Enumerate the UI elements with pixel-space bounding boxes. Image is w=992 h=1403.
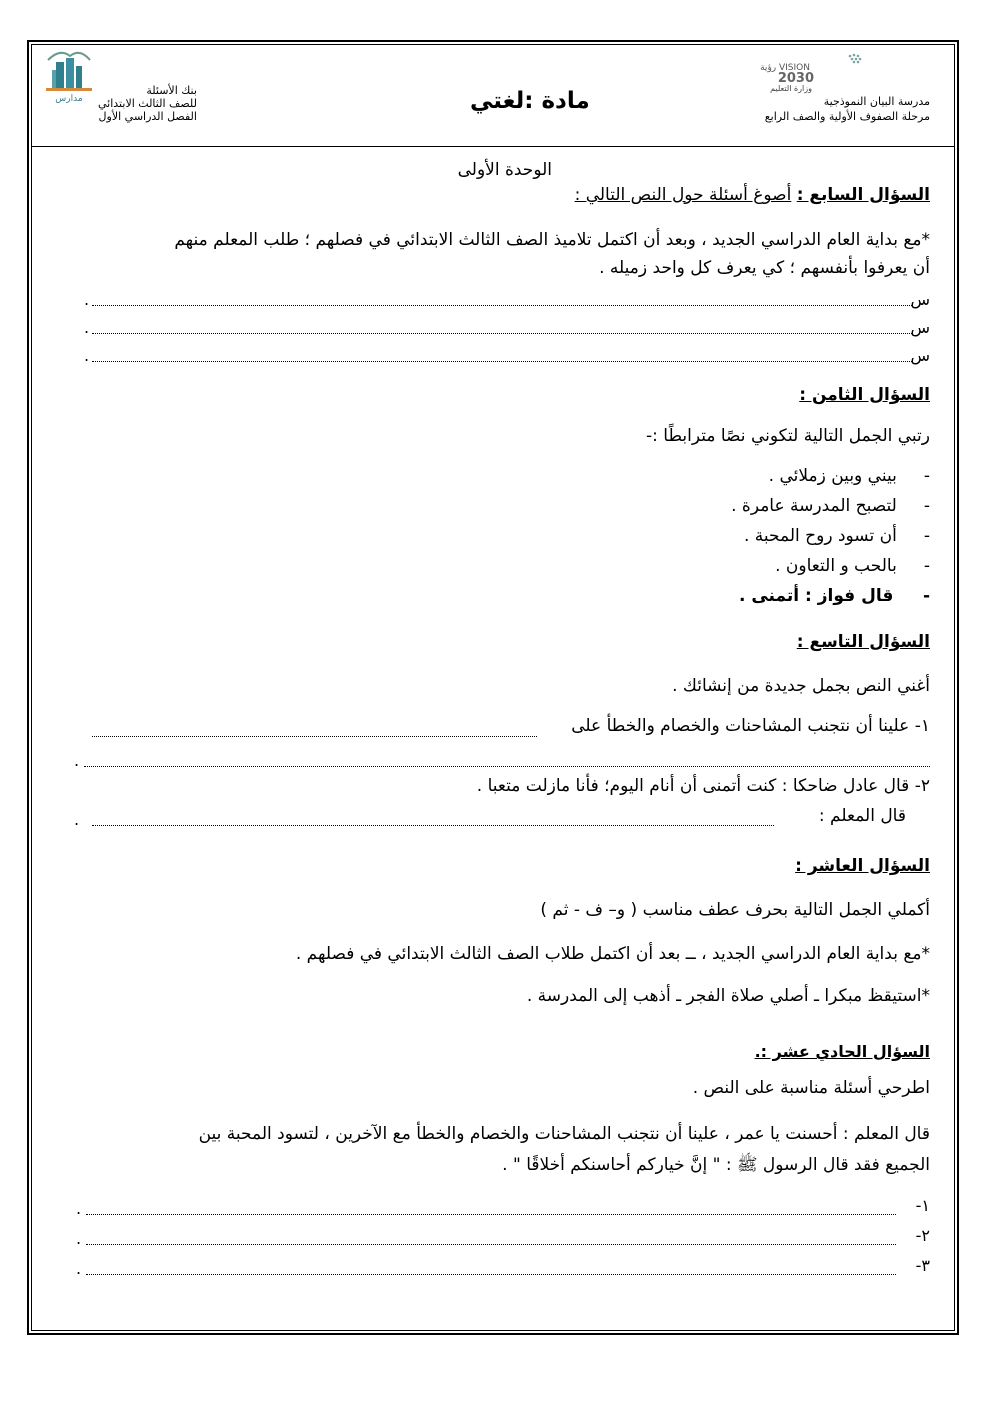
subject-title: مادة :لغتي: [470, 88, 590, 114]
q8-title: السؤال الثامن :: [799, 385, 930, 405]
q7-text-line1: *مع بداية العام الدراسي الجديد ، وبعد أن اكتمل تلاميذ الصف الثالث الابتدائي في فصلهم ؛ طلب المعلم منهم: [174, 230, 930, 250]
bank-title: بنك الأسئلة: [146, 84, 197, 97]
q10-sentence-1: *مع بداية العام الدراسي الجديد ، ــ بعد أن اكتمل طلاب الصف الثالث الابتدائي في فصلهم .: [295, 944, 930, 964]
q9-item2-answer-line[interactable]: [92, 825, 774, 826]
ministry-text: وزارة التعليم: [770, 84, 812, 93]
q7-answer-line-1[interactable]: [92, 305, 912, 306]
q8-bullet: -: [923, 556, 930, 576]
q8-item-text: أن تسود روح المحبة .: [744, 526, 897, 546]
q9-item1-answer-line[interactable]: [92, 736, 537, 737]
q8-bullet: -: [922, 586, 930, 606]
q11-instruction: اطرحي أسئلة مناسبة على النص .: [692, 1078, 930, 1098]
school-info: [765, 94, 930, 124]
q8-instruction: رتبي الجمل التالية لتكوني نصًا مترابطًا :-: [646, 426, 930, 446]
q7-answer-end-3: .: [84, 346, 90, 365]
q9-item2-text: قال عادل ضاحكا : كنت أتمنى أن أنام اليوم؛ فأنا مازلت متعبا .: [476, 776, 910, 796]
q9-item1-answer-line-2[interactable]: [84, 766, 930, 767]
q11-number-2: ٢-: [915, 1226, 930, 1245]
bank-semester: الفصل الدراسي الأول: [98, 110, 197, 123]
q8-item-text: بالحب و التعاون .: [775, 556, 897, 576]
q8-item-2: [731, 496, 930, 516]
q7-answer-line-2[interactable]: [92, 333, 912, 334]
q7-answer-prefix-3: س: [910, 346, 930, 365]
vision-text: VISION رؤية: [760, 63, 810, 73]
q7-answer-end-2: .: [84, 318, 90, 337]
q8-bullet: -: [923, 496, 930, 516]
q8-bullet: -: [923, 466, 930, 486]
school-logo: [40, 46, 98, 108]
q7-answer-end-1: .: [84, 290, 90, 309]
q8-item-3: [744, 526, 930, 546]
q11-answer-end-1: .: [76, 1199, 82, 1218]
q8-item-text: قال فواز : أتمنى .: [738, 586, 894, 606]
q7-title: السؤال السابع :: [796, 185, 930, 205]
q7-answer-prefix-2: س: [910, 318, 930, 337]
school-logo-text: مدارس: [55, 94, 83, 104]
q11-answer-end-2: .: [76, 1229, 82, 1248]
q8-item-text: لتصبح المدرسة عامرة .: [731, 496, 897, 516]
unit-title: الوحدة الأولى: [457, 160, 552, 180]
q8-item-4: [775, 556, 930, 576]
q11-title: السؤال الحادي عشر :.: [754, 1042, 930, 1061]
q9-answer-end-2: .: [74, 810, 80, 829]
q11-answer-line-2[interactable]: [86, 1244, 896, 1245]
q11-answer-end-3: .: [76, 1259, 82, 1278]
q9-item2-number: ٢-: [914, 776, 930, 796]
q9-item-2: [477, 776, 930, 796]
q11-answer-line-3[interactable]: [86, 1274, 896, 1275]
q9-item2-line2: قال المعلم :: [818, 806, 906, 826]
q11-answer-line-1[interactable]: [86, 1214, 896, 1215]
q7-instruction: أصوغ أسئلة حول النص التالي :: [574, 185, 792, 205]
q9-item-1: [571, 716, 930, 736]
q8-item-1: [769, 466, 930, 486]
q9-item1-number: ١-: [914, 716, 930, 736]
q7-text-line2: أن يعرفوا بأنفسهم ؛ كي يعرف كل واحد زميله .: [599, 258, 930, 278]
q8-item-5: [739, 586, 930, 606]
q10-sentence-2: *استيقظ مبكرا ـ أصلي صلاة الفجر ـ أذهب إلى المدرسة .: [526, 986, 930, 1006]
q7-answer-line-3[interactable]: [92, 361, 912, 362]
vision-2030-logo: [760, 52, 876, 96]
vision-year: 2030: [777, 71, 814, 86]
bank-info: [98, 84, 197, 123]
header-divider: [31, 146, 955, 147]
bank-grade: للصف الثالث الابتدائي: [98, 97, 197, 110]
q11-text-line1: قال المعلم : أحسنت يا عمر ، علينا أن نتجنب المشاحنات والخصام والخطأ مع الآخرين ، لتسود المحبة بين: [198, 1124, 930, 1144]
q9-instruction: أغني النص بجمل جديدة من إنشائك .: [672, 676, 930, 696]
q8-bullet: -: [923, 526, 930, 546]
q7-answer-prefix-1: س: [910, 290, 930, 309]
q11-number-3: ٣-: [915, 1256, 930, 1275]
q11-text-line2: الجميع فقد قال الرسول ﷺ : " إنَّ خياركم أحاسنكم أخلاقًا " .: [502, 1155, 930, 1175]
q11-number-1: ١-: [915, 1196, 930, 1215]
q9-item1-text: علينا أن نتجنب المشاحنات والخصام والخطأ على: [571, 716, 910, 736]
school-stage: مرحلة الصفوف الأولية والصف الرابع: [764, 110, 930, 123]
q9-title: السؤال التاسع :: [796, 632, 930, 652]
q9-answer-end-1: .: [74, 751, 80, 770]
q8-item-text: بيني وبين زملائي .: [768, 466, 897, 486]
q10-instruction: أكملي الجمل التالية بحرف عطف مناسب ( و– ف - ثم ): [540, 900, 930, 920]
q7-heading: [575, 185, 930, 205]
school-name: مدرسة البيان النموذجية: [823, 95, 930, 108]
q10-title: السؤال العاشر :: [795, 856, 930, 876]
